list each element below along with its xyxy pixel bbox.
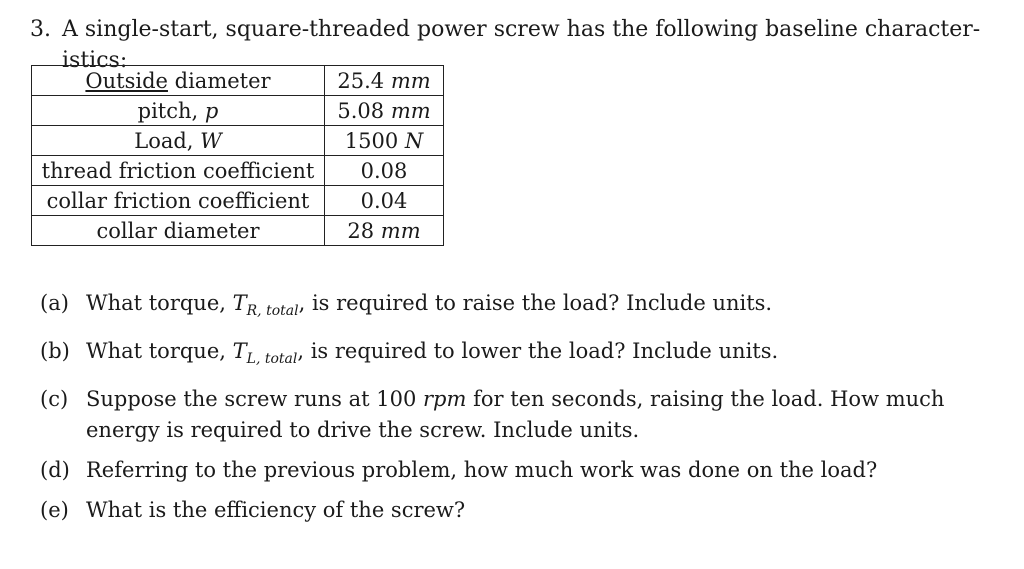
part-letter: (d): [40, 458, 70, 483]
torque-variable: T: [232, 339, 247, 364]
row-value: 0.04: [325, 186, 444, 216]
characteristics-table: [31, 65, 444, 246]
row-value: [325, 66, 444, 96]
text-pre: What torque,: [86, 339, 233, 364]
sub-question-e: [40, 495, 960, 526]
value-number: 25.4: [337, 68, 385, 93]
part-text: [86, 288, 960, 327]
text-post: for ten seconds, raising the load. How much energy is required to drive the screw. Include units.: [86, 387, 945, 443]
value-unit: mm: [380, 218, 421, 243]
torque-subscript: L, total: [246, 351, 298, 368]
label-text: pitch,: [137, 98, 205, 123]
value-number: 5.08: [337, 98, 385, 123]
sub-question-c: [40, 384, 960, 446]
row-label: [32, 96, 325, 126]
part-text: [86, 384, 960, 446]
text-post: , is required to raise the load? Include units.: [298, 291, 773, 315]
row-label: collar friction coefficient: [32, 186, 325, 216]
intro-line-1: A single-start, square-threaded power screw has the following baseline character-: [62, 17, 981, 42]
sub-question-a: [40, 288, 960, 327]
sub-question-d: [40, 455, 960, 486]
text-post: , is required to lower the load? Include units.: [297, 339, 779, 364]
label-variable: p: [204, 98, 219, 123]
row-value: [325, 216, 444, 246]
text-pre: Suppose the screw runs at 100: [86, 387, 423, 412]
part-text: Referring to the previous problem, how much work was done on the load?: [86, 458, 878, 483]
row-label: [32, 126, 325, 156]
part-letter: (c): [40, 387, 69, 412]
value-unit: N: [404, 128, 424, 153]
rpm-unit: rpm: [422, 387, 467, 412]
table-row: [32, 126, 444, 156]
row-label: collar diameter: [32, 216, 325, 246]
value-unit: mm: [390, 98, 431, 123]
part-letter: (b): [40, 339, 70, 364]
torque-subscript: R, total: [246, 303, 299, 320]
table-row: [32, 156, 444, 186]
row-label: [32, 66, 325, 96]
row-label: thread friction coefficient: [32, 156, 325, 186]
table-row: [32, 186, 444, 216]
part-letter: (a): [40, 291, 69, 315]
text-pre: What torque,: [86, 291, 233, 315]
table-row: [32, 66, 444, 96]
value-number: 1500: [344, 128, 399, 153]
row-value: [325, 126, 444, 156]
sub-question-b: [40, 336, 960, 375]
value-number: 28: [347, 218, 375, 243]
label-rest: diameter: [167, 68, 271, 93]
sub-questions: [40, 288, 960, 535]
label-text: Load,: [134, 128, 201, 153]
label-underlined: Outside: [85, 68, 168, 93]
row-value: 0.08: [325, 156, 444, 186]
label-variable: W: [200, 128, 222, 153]
part-letter: (e): [40, 498, 69, 523]
row-value: [325, 96, 444, 126]
part-text: [86, 336, 960, 375]
torque-variable: T: [232, 291, 247, 315]
intro-line-2: istics:: [62, 48, 128, 73]
part-text: What is the efficiency of the screw?: [86, 498, 466, 523]
problem-number: 3.: [30, 17, 51, 42]
value-unit: mm: [390, 68, 431, 93]
table-row: [32, 96, 444, 126]
table-row: [32, 216, 444, 246]
